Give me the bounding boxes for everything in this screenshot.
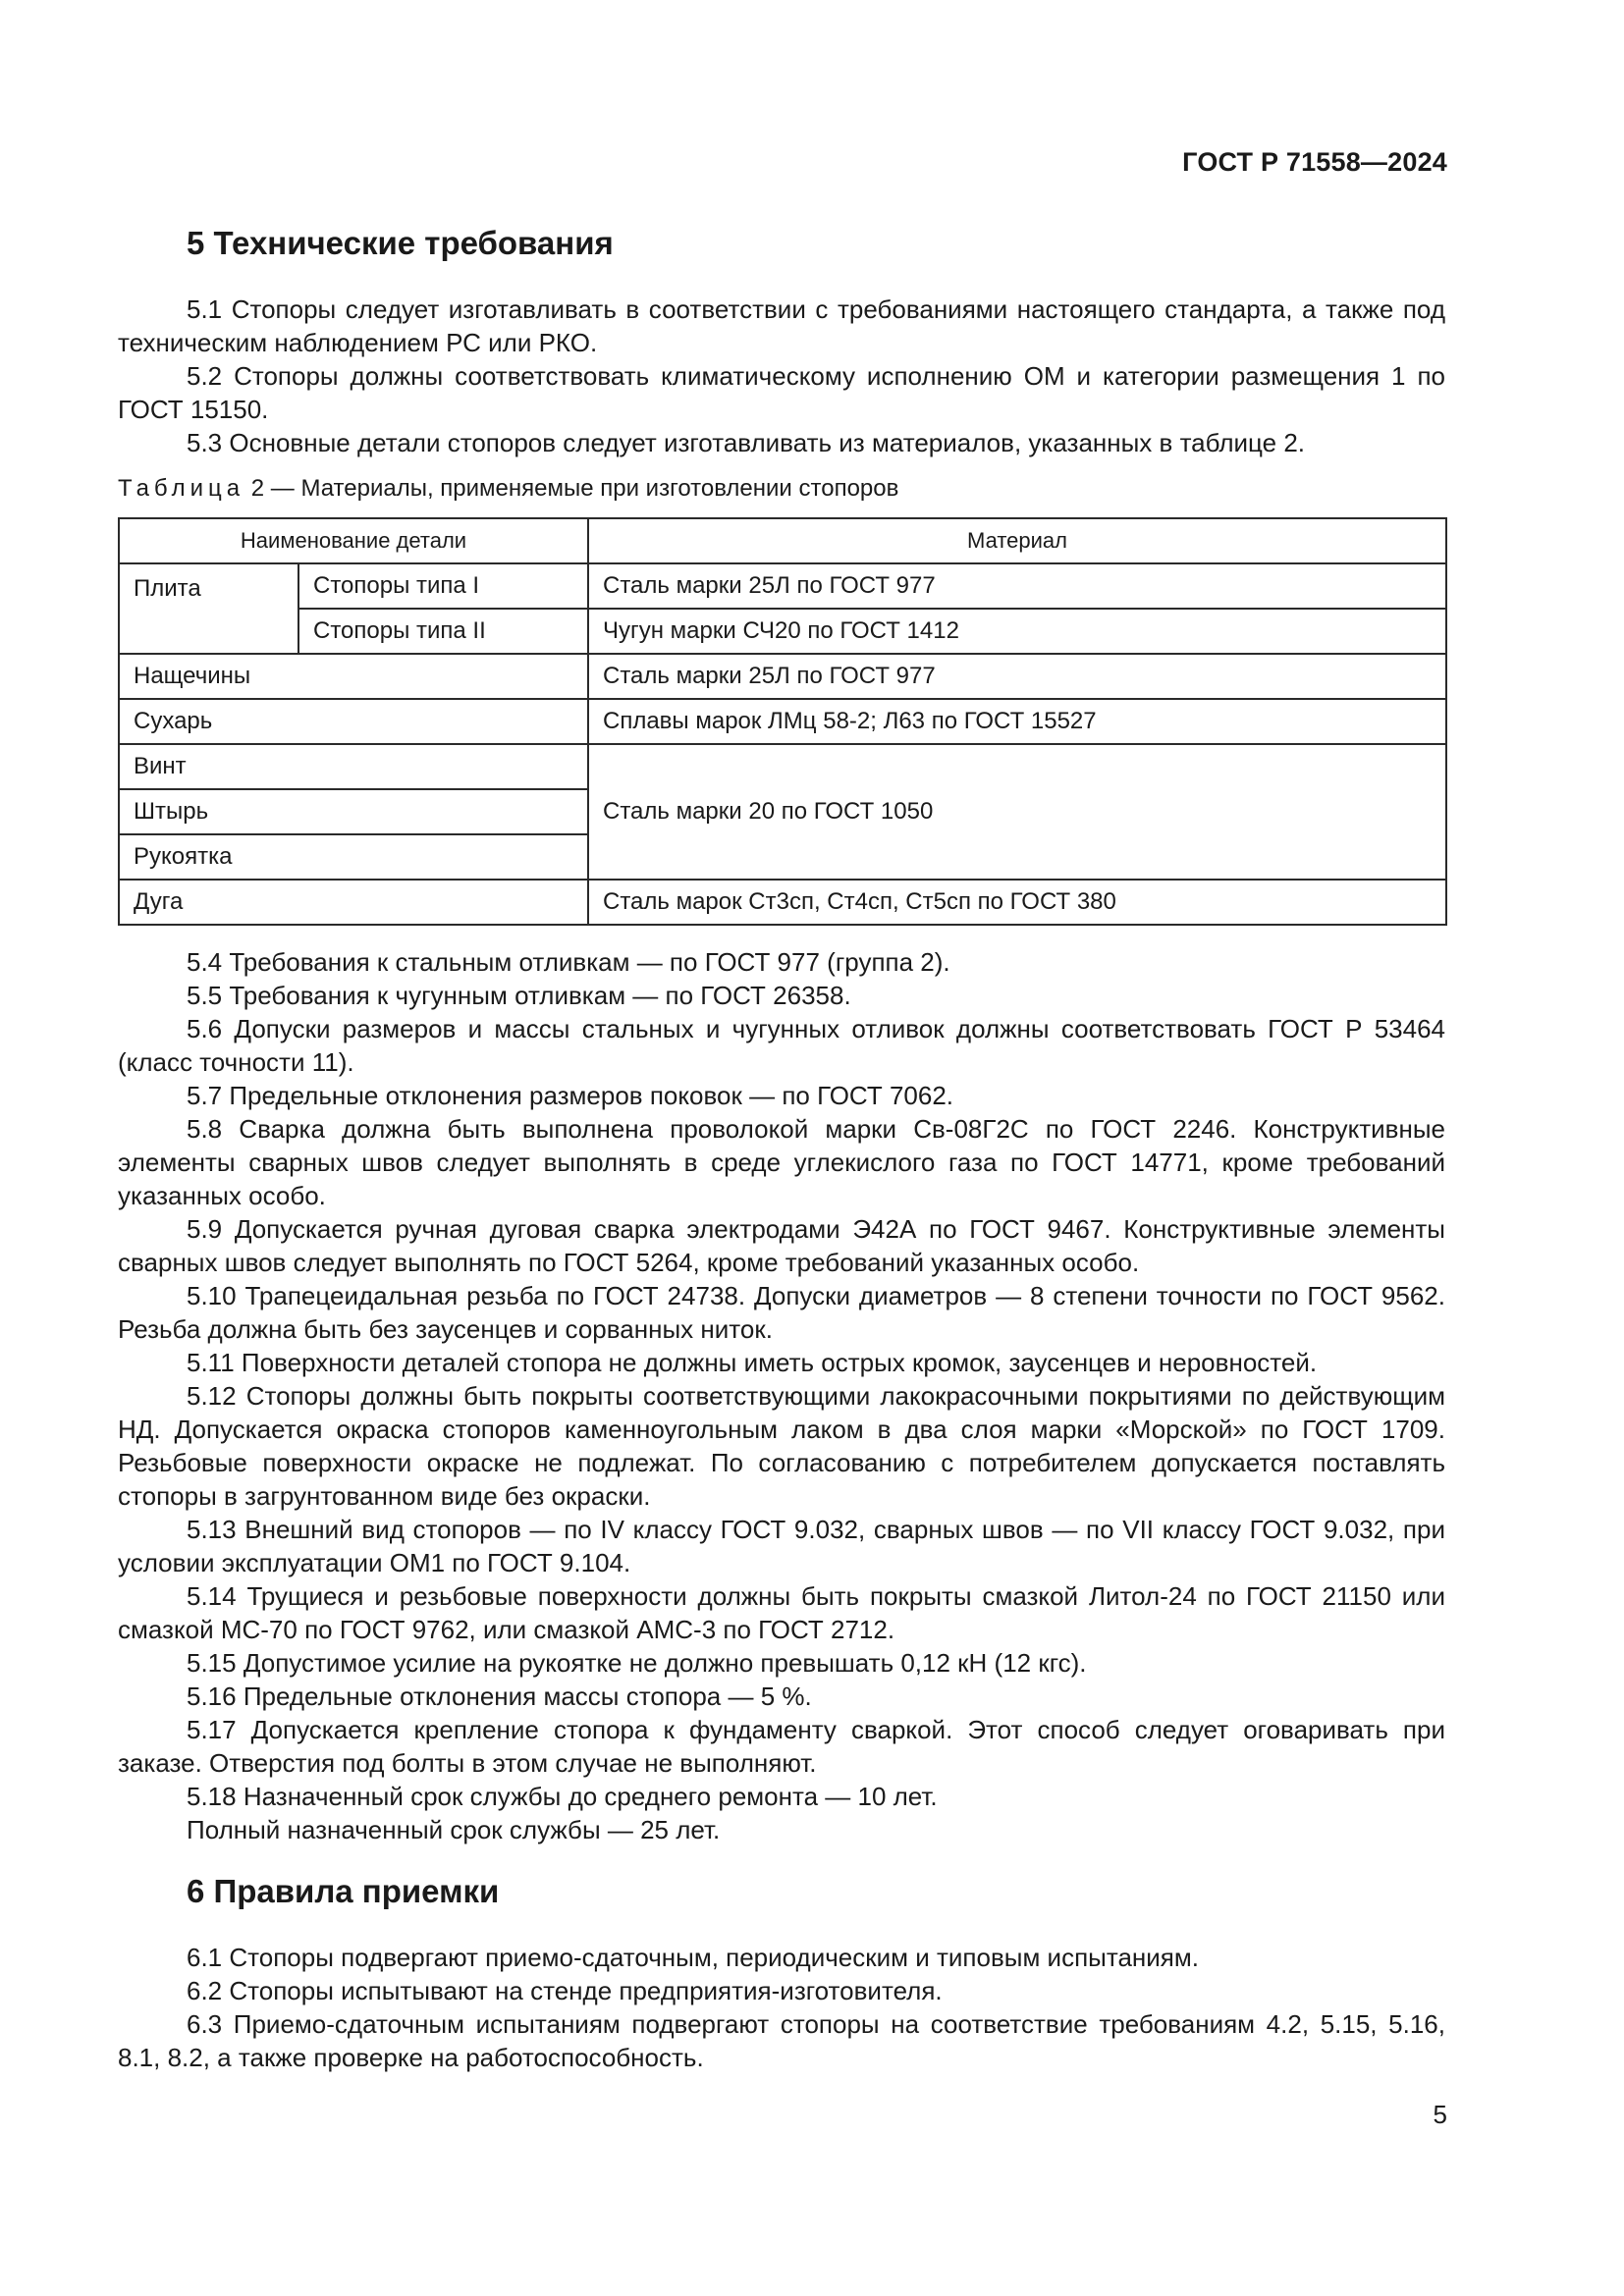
table-row — [119, 609, 1446, 654]
paragraph-5-13: 5.13 Внешний вид стопоров — по IV классу ГОСТ 9.032, сварных швов — по VII классу ГОСТ 9.032, при условии эксплуатации ОМ1 по ГОСТ 9.104. — [118, 1515, 1445, 1577]
table-row — [119, 699, 1446, 744]
paragraph-5-3: 5.3 Основные детали стопоров следует изготавливать из материалов, указанных в таблице 2. — [187, 428, 1306, 457]
table-row — [119, 744, 1446, 789]
page-content — [118, 222, 1445, 2074]
cell-handle: Рукоятка — [119, 834, 588, 880]
paragraph-5-1: 5.1 Стопоры следует изготавливать в соответствии с требованиями настоящего стандарта, а также под техническим наблюдением РС или РКО. — [118, 294, 1445, 357]
table-row — [119, 880, 1446, 925]
cell-pin: Штырь — [119, 789, 588, 834]
paragraph-5-4: 5.4 Требования к стальным отливкам — по ГОСТ 977 (группа 2). — [187, 947, 950, 977]
table-caption-text: 2 — Материалы, применяемые при изготовлении стопоров — [244, 475, 899, 502]
paragraph-6-2: 6.2 Стопоры испытывают на стенде предприятия-изготовителя. — [187, 1976, 943, 2005]
materials-table — [118, 517, 1447, 926]
cell-screw: Винт — [119, 744, 588, 789]
paragraph-5-10: 5.10 Трапецеидальная резьба по ГОСТ 24738. Допуски диаметров — 8 степени точности по ГОСТ 9562. Резьба должна быть без заусенцев и сорванных ниток. — [118, 1281, 1445, 1344]
table-caption-label: Таблица — [118, 475, 245, 502]
cell-cheek: Нащечины — [119, 654, 588, 699]
cell-arc: Дуга — [119, 880, 588, 925]
paragraph-6-3: 6.3 Приемо-сдаточным испытаниям подвергают стопоры на соответствие требованиям 4.2, 5.15, 5.16, 8.1, 8.2, а также проверке на работоспособность. — [118, 2009, 1445, 2072]
page-number: 5 — [1433, 2100, 1447, 2129]
paragraph-5-2: 5.2 Стопоры должны соответствовать климатическому исполнению ОМ и категории размещения 1 по ГОСТ 15150. — [118, 361, 1445, 424]
cell-plate-type-2-material: Чугун марки СЧ20 по ГОСТ 1412 — [588, 609, 1446, 654]
paragraph-5-7: 5.7 Предельные отклонения размеров поковок — по ГОСТ 7062. — [187, 1081, 954, 1110]
cell-dog: Сухарь — [119, 699, 588, 744]
section-5-title: 5 Технические требования — [187, 225, 614, 261]
paragraph-5-17: 5.17 Допускается крепление стопора к фундаменту сваркой. Этот способ следует оговаривать при заказе. Отверстия под болты в этом случае не выполняют. — [118, 1715, 1445, 1778]
cell-group-material: Сталь марки 20 по ГОСТ 1050 — [588, 744, 1446, 880]
cell-dog-material: Сплавы марок ЛМц 58-2; Л63 по ГОСТ 15527 — [588, 699, 1446, 744]
table-row — [119, 654, 1446, 699]
header-material: Материал — [588, 518, 1446, 563]
cell-plate-type-2: Стопоры типа II — [298, 609, 588, 654]
cell-arc-material: Сталь марок Ст3сп, Ст4сп, Ст5сп по ГОСТ 380 — [588, 880, 1446, 925]
table-caption — [118, 474, 1445, 504]
cell-plate: Плита — [119, 563, 298, 654]
paragraph-5-8: 5.8 Сварка должна быть выполнена проволокой марки Св-08Г2С по ГОСТ 2246. Конструктивные элементы сварных швов следует выполнять в среде углекислого газа по ГОСТ 14771, кроме требований указанных особо. — [118, 1114, 1445, 1210]
cell-plate-type-1-material: Сталь марки 25Л по ГОСТ 977 — [588, 563, 1446, 609]
paragraph-5-5: 5.5 Требования к чугунным отливкам — по ГОСТ 26358. — [187, 981, 851, 1010]
paragraph-5-18: 5.18 Назначенный срок службы до среднего ремонта — 10 лет. — [187, 1782, 938, 1811]
paragraph-5-18-continued: Полный назначенный срок службы — 25 лет. — [187, 1815, 721, 1844]
paragraph-5-16: 5.16 Предельные отклонения массы стопора — 5 %. — [187, 1682, 812, 1711]
table-header-row — [119, 518, 1446, 563]
paragraph-5-15: 5.15 Допустимое усилие на рукоятке не должно превышать 0,12 кН (12 кгс). — [187, 1648, 1087, 1678]
paragraph-6-1: 6.1 Стопоры подвергают приемо-сдаточным, периодическим и типовым испытаниям. — [187, 1943, 1199, 1972]
paragraph-5-6: 5.6 Допуски размеров и массы стальных и чугунных отливок должны соответствовать ГОСТ Р 53464 (класс точности 11). — [118, 1014, 1445, 1077]
paragraph-5-14: 5.14 Трущиеся и резьбовые поверхности должны быть покрыты смазкой Литол-24 по ГОСТ 21150 или смазкой МС-70 по ГОСТ 9762, или смазкой АМС-3 по ГОСТ 2712. — [118, 1581, 1445, 1644]
cell-plate-type-1: Стопоры типа I — [298, 563, 588, 609]
paragraph-5-12: 5.12 Стопоры должны быть покрыты соответствующими лакокрасочными покрытиями по действующим НД. Допускается окраска стопоров каменноугольным лаком в два слоя марки «Морской» по ГОСТ 1709. Резьбовые поверхности окраске не подлежат. По согласованию с потребителем допускается поставлять стопоры в загрунтованном виде без окраски. — [118, 1381, 1445, 1511]
table-row — [119, 563, 1446, 609]
paragraph-5-11: 5.11 Поверхности деталей стопора не должны иметь острых кромок, заусенцев и неровностей. — [187, 1348, 1318, 1377]
document-id: ГОСТ Р 71558—2024 — [1182, 147, 1447, 177]
header-part-name: Наименование детали — [119, 518, 588, 563]
paragraph-5-9: 5.9 Допускается ручная дуговая сварка электродами Э42А по ГОСТ 9467. Конструктивные элементы сварных швов следует выполнять по ГОСТ 5264, кроме требований указанных особо. — [118, 1214, 1445, 1277]
cell-cheek-material: Сталь марки 25Л по ГОСТ 977 — [588, 654, 1446, 699]
section-6-title: 6 Правила приемки — [187, 1873, 500, 1909]
